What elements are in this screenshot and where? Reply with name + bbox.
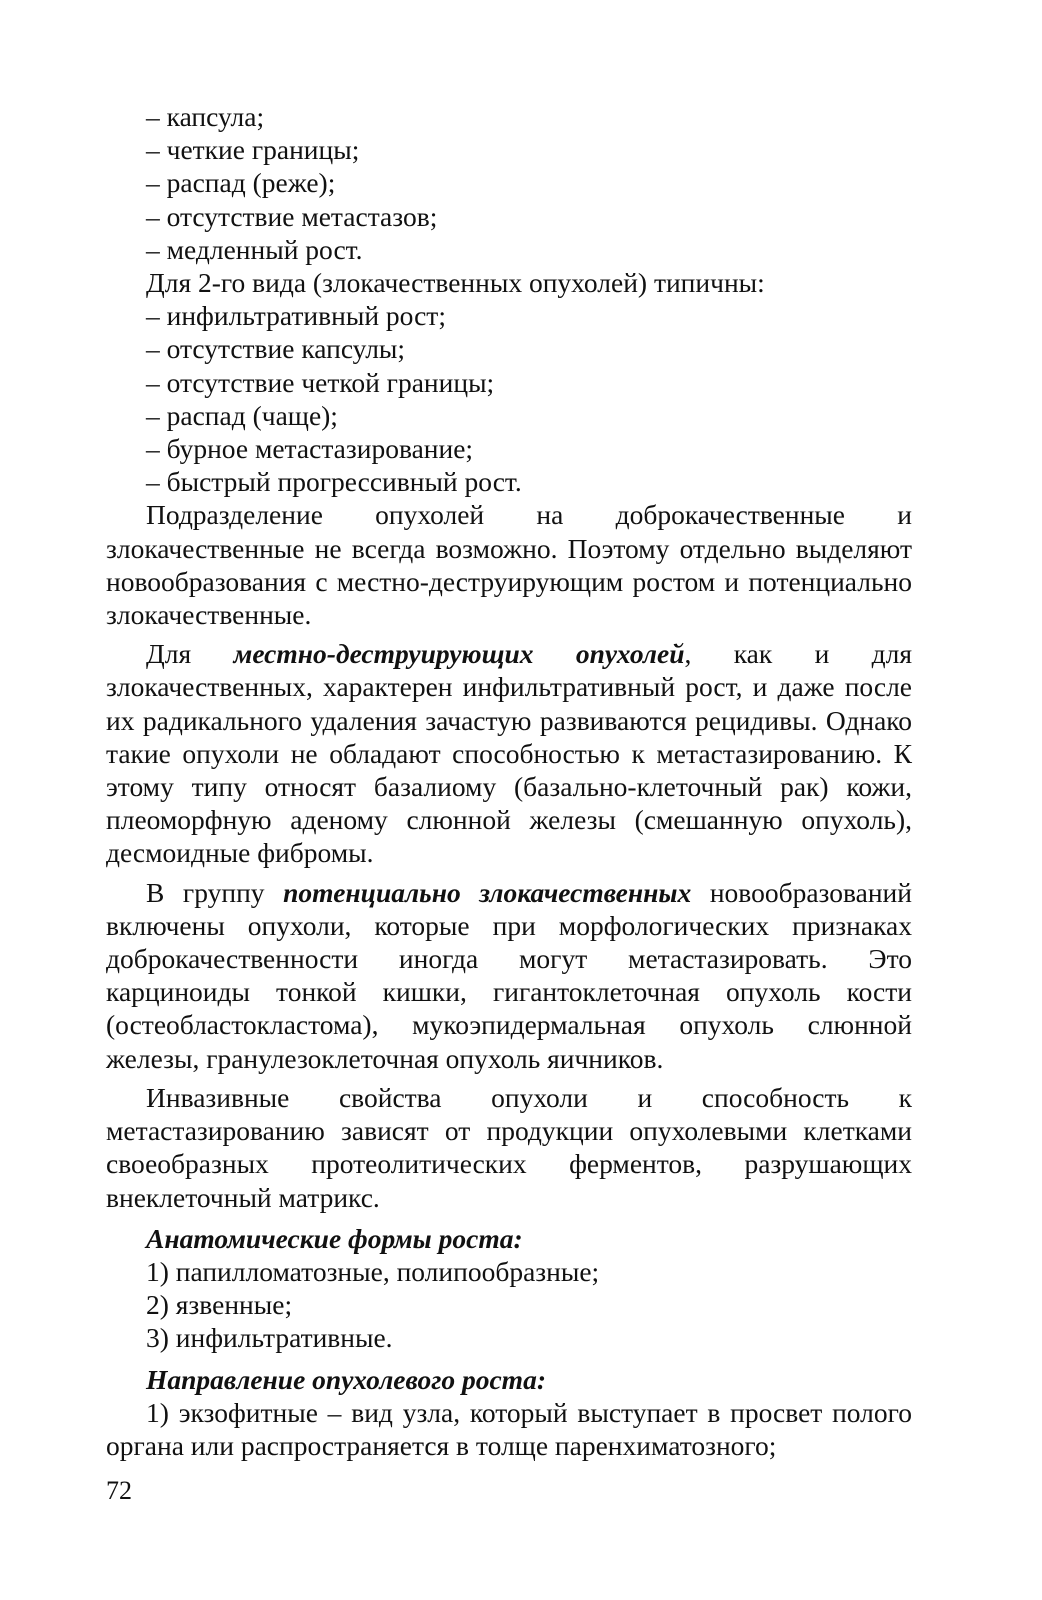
paragraph-exophytic: 1) экзофитные – вид узла, который выступает в просвет полого органа или распространяется в толще паренхиматозного; [106,1396,912,1461]
list-item: – быстрый прогрессивный рост. [146,466,522,498]
section-heading-growth-direction: Направление опухолевого роста: [146,1363,546,1395]
paragraph-locally-destructive [106,637,912,869]
malignant-intro: Для 2-го вида (злокачественных опухолей) типичны: [146,267,765,299]
emphasized-term: местно-деструирующих опухолей [233,638,685,670]
list-item: – распад (реже); [146,167,336,199]
section-heading-anatomic-forms: Анатомические формы роста: [146,1222,523,1254]
paragraph-classification: Подразделение опухолей на доброкачественные и злокачественные не всегда возможно. Поэтому отдельно выделяют новообразования с местно-деструирующим ростом и потенциально злокачественные. [106,499,912,631]
list-item: – отсутствие метастазов; [146,200,438,232]
paragraph-invasive-properties: Инвазивные свойства опухоли и способность к метастазированию зависят от продукции опухолевыми клетками своеобразных протеолитических ферментов, разрушающих внеклеточный матрикс. [106,1081,912,1213]
list-item: – распад (чаще); [146,399,338,431]
list-item: – медленный рост. [146,233,363,265]
list-item: 3) инфильтративные. [146,1322,393,1354]
list-item: – инфильтративный рост; [146,300,446,332]
page-number: 72 [106,1476,132,1505]
list-item: – отсутствие капсулы; [146,333,406,365]
list-item: – капсула; [146,101,265,132]
emphasized-term: потенциально злокачественных [283,876,692,908]
list-item: – четкие границы; [146,134,360,166]
paragraph-text: новообразований включены опухоли, которые при морфологических признаках доброкачественности иногда могут метастазировать. Это карциноиды тонкой кишки, гигантоклеточная опухоль кости (остеобластокластома), мукоэпидермальная опухоль слюнной железы, гранулезоклеточная опухоль яичников. [106,876,912,1074]
list-item: – бурное метастазирование; [146,433,474,465]
paragraph-potentially-malignant [106,876,912,1075]
list-item: 1) папилломатозные, полипообразные; [146,1255,600,1287]
paragraph-text: В группу [146,876,284,908]
paragraph-text: , как и для злокачественных, характерен инфильтративный рост, и даже после их радикального удаления зачастую развиваются рецидивы. Однако такие опухоли не обладают способностью к метастазированию. К этому типу относят базалиому (базально-клеточный рак) кожи, плеоморфную аденому слюнной железы (смешанную опухоль), десмоидные фибромы. [106,638,912,869]
list-item: – отсутствие четкой границы; [146,366,495,398]
list-item: 2) язвенные; [146,1289,293,1321]
paragraph-text: Для [146,638,234,670]
page-content [106,100,912,1462]
